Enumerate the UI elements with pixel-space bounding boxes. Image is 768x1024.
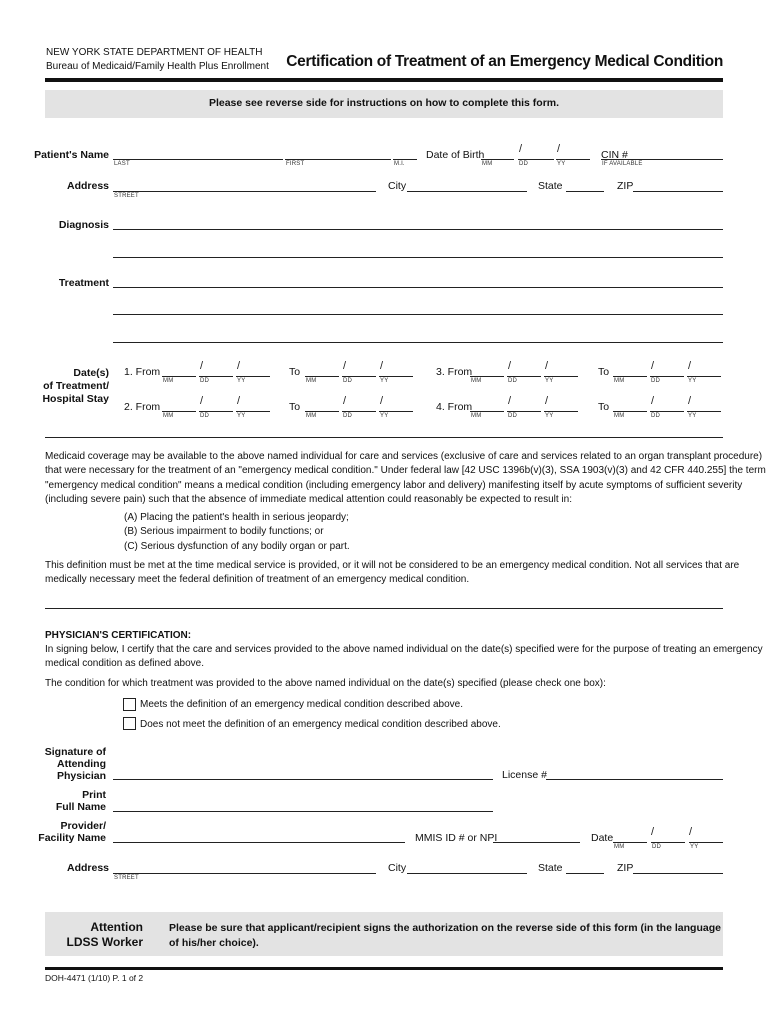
patient-name-label: Patient's Name — [34, 149, 109, 161]
from3-label: 3. From — [436, 366, 473, 378]
physician-city-label: City — [388, 862, 407, 874]
to1-yy-field[interactable] — [379, 376, 413, 377]
date-slash: / — [688, 360, 692, 372]
date-slash: / — [343, 395, 347, 407]
treatment-field-line-3[interactable] — [113, 342, 723, 343]
print-name-label — [56, 789, 106, 813]
from1-yy-field[interactable] — [236, 376, 270, 377]
mm-sublabel: MM — [306, 378, 317, 384]
physician-zip-label: ZIP — [617, 862, 634, 874]
mi-sublabel: M.I. — [394, 161, 405, 167]
dob-mm-field[interactable] — [481, 159, 514, 160]
section-divider — [45, 608, 723, 609]
signature-label-line: Attending — [57, 758, 106, 770]
to3-yy-field[interactable] — [687, 376, 721, 377]
date-slash: / — [237, 395, 241, 407]
provider-label-line: Provider/ — [60, 820, 106, 832]
from2-dd-field[interactable] — [199, 411, 233, 412]
zip-label: ZIP — [617, 180, 634, 192]
from3-yy-field[interactable] — [544, 376, 578, 377]
dd-sublabel: DD — [508, 378, 518, 384]
meets-definition-checkbox[interactable] — [123, 698, 136, 711]
physician-city-field[interactable] — [407, 873, 527, 874]
agency-name: NEW YORK STATE DEPARTMENT OF HEALTH — [46, 47, 263, 58]
date-slash: / — [545, 395, 549, 407]
physician-intro-line: medical condition as defined above. — [45, 658, 204, 670]
dates-label-line: Hospital Stay — [42, 393, 109, 405]
condition-instruction: The condition for which treatment was provided to the above named individual on the date(s) specified (please check one box): — [45, 678, 606, 689]
date-slash: / — [343, 360, 347, 372]
definition-list — [124, 511, 350, 554]
to1-mm-field[interactable] — [305, 376, 339, 377]
to1-label: To — [289, 366, 301, 378]
mm-sublabel: MM — [471, 378, 482, 384]
to4-mm-field[interactable] — [613, 411, 647, 412]
mm-sublabel: MM — [482, 161, 493, 167]
definition-line: that were necessary for the treatment of an "emergency medical condition." Under federal law [42 USC 1396b(v)(3), SSA 1903(v)(3) and 42 CFR 440.255] the term — [45, 465, 766, 477]
city-field[interactable] — [407, 191, 527, 192]
physician-state-label: State — [538, 862, 563, 874]
signature-field[interactable] — [113, 779, 493, 780]
cin-sublabel: IF AVAILABLE — [602, 161, 643, 167]
date-slash: / — [689, 826, 693, 838]
attention-banner — [45, 912, 723, 956]
dd-sublabel: DD — [519, 161, 529, 167]
from1-mm-field[interactable] — [162, 376, 196, 377]
attention-label — [45, 920, 143, 950]
dd-sublabel: DD — [200, 378, 210, 384]
definition-line: Medicaid coverage may be available to the above named individual for care and services (exclusive of care and services related to an organ transplant procedure) — [45, 451, 763, 462]
dates-label-line: Date(s) — [73, 367, 109, 379]
definition-line: This definition must be met at the time medical service is provided, or it will not be considered to be an emergency medical condition. Not all services that are — [45, 560, 740, 571]
state-label: State — [538, 180, 563, 192]
cert-date-yy-field[interactable] — [689, 842, 723, 843]
definition-item: (C) Serious dysfunction of any bodily organ or part. — [124, 540, 350, 552]
state-field[interactable] — [566, 191, 604, 192]
date-slash: / — [508, 395, 512, 407]
date-slash: / — [688, 395, 692, 407]
physician-state-field[interactable] — [566, 873, 604, 874]
zip-field[interactable] — [633, 191, 723, 192]
date-slash: / — [237, 360, 241, 372]
last-sublabel: LAST — [114, 161, 130, 167]
footer-rule — [45, 967, 723, 970]
mm-sublabel: MM — [163, 378, 174, 384]
to2-mm-field[interactable] — [305, 411, 339, 412]
mmis-field[interactable] — [493, 842, 580, 843]
dates-label — [42, 367, 109, 406]
from1-dd-field[interactable] — [199, 376, 233, 377]
yy-sublabel: YY — [380, 378, 389, 384]
date-slash: / — [380, 360, 384, 372]
not-meets-definition-checkbox[interactable] — [123, 717, 136, 730]
dd-sublabel: DD — [651, 413, 661, 419]
from1-label: 1. From — [124, 366, 161, 378]
cin-field[interactable] — [601, 159, 723, 160]
yy-sublabel: YY — [688, 413, 697, 419]
to2-dd-field[interactable] — [342, 411, 376, 412]
from2-yy-field[interactable] — [236, 411, 270, 412]
from2-label: 2. From — [124, 401, 161, 413]
physician-heading: PHYSICIAN'S CERTIFICATION: — [45, 630, 192, 641]
definition-line: "emergency medical condition" means a medical condition (including emergency labor and delivery) manifesting itself by acute symptoms of sufficient severity — [45, 479, 743, 491]
not-meets-definition-label: Does not meet the definition of an emergency medical condition described above. — [140, 719, 501, 730]
bureau-name: Bureau of Medicaid/Family Health Plus Enrollment — [46, 61, 269, 72]
from4-dd-field[interactable] — [507, 411, 541, 412]
mm-sublabel: MM — [614, 378, 625, 384]
physician-intro-line: In signing below, I certify that the care and services provided to the above named individual on the date(s) specified were for the purpose of treating an emergency — [45, 644, 763, 655]
mm-sublabel: MM — [614, 844, 625, 850]
date-slash: / — [380, 395, 384, 407]
cin-label: CIN # — [601, 149, 628, 161]
definition-paragraph — [45, 450, 766, 508]
instructions-banner — [45, 90, 723, 118]
yy-sublabel: YY — [545, 413, 554, 419]
provider-label — [38, 820, 106, 844]
yy-sublabel: YY — [690, 844, 699, 850]
instructions-text: Please see reverse side for instructions on how to complete this form. — [208, 97, 560, 109]
attention-message — [169, 921, 721, 950]
from4-mm-field[interactable] — [470, 411, 504, 412]
dd-sublabel: DD — [343, 378, 353, 384]
diagnosis-field-line-2[interactable] — [113, 257, 723, 258]
dd-sublabel: DD — [651, 378, 661, 384]
date-slash: / — [200, 395, 204, 407]
dob-slash: / — [519, 143, 523, 155]
date-slash: / — [651, 360, 655, 372]
physician-zip-field[interactable] — [633, 873, 723, 874]
diagnosis-label: Diagnosis — [58, 219, 109, 231]
header-rule — [45, 78, 723, 82]
form-title: Certification of Treatment of an Emergency Medical Condition — [286, 53, 723, 70]
physician-address-label: Address — [66, 862, 109, 874]
from4-label: 4. From — [436, 401, 473, 413]
definition-note — [45, 559, 739, 588]
attention-label-line: Attention — [90, 920, 143, 934]
treatment-label: Treatment — [58, 277, 109, 289]
to4-label: To — [598, 401, 610, 413]
definition-item: (B) Serious impairment to bodily functions; or — [124, 526, 324, 538]
provider-label-line: Facility Name — [38, 832, 106, 844]
dates-label-line: of Treatment/ — [43, 380, 109, 392]
definition-line: (including severe pain) such that the absence of immediate medical attention could reasonably be expected to result in: — [45, 494, 572, 506]
mm-sublabel: MM — [163, 413, 174, 419]
definition-line: medically necessary meet the federal definition of treatment of an emergency medical condition. — [45, 574, 470, 586]
cert-date-mm-field[interactable] — [613, 842, 647, 843]
date-slash: / — [200, 360, 204, 372]
dob-label: Date of Birth — [426, 149, 485, 161]
cert-date-dd-field[interactable] — [651, 842, 685, 843]
to4-yy-field[interactable] — [687, 411, 721, 412]
dob-slash: / — [557, 143, 561, 155]
license-field[interactable] — [546, 779, 723, 780]
patient-first-name-field[interactable] — [285, 159, 391, 160]
dd-sublabel: DD — [343, 413, 353, 419]
dd-sublabel: DD — [200, 413, 210, 419]
address-street-field[interactable] — [113, 191, 376, 192]
to2-label: To — [289, 401, 301, 413]
city-label: City — [388, 180, 407, 192]
section-divider — [45, 437, 723, 438]
yy-sublabel: YY — [557, 161, 566, 167]
print-name-label-line: Full Name — [55, 801, 106, 813]
treatment-field-line-1[interactable] — [113, 287, 723, 288]
attention-message-line: Please be sure that applicant/recipient signs the authorization on the reverse side of this form (in the language — [169, 922, 721, 934]
meets-definition-label: Meets the definition of an emergency medical condition described above. — [140, 699, 463, 710]
date-slash: / — [651, 395, 655, 407]
attention-label-line: LDSS Worker — [66, 935, 143, 949]
mm-sublabel: MM — [306, 413, 317, 419]
date-slash: / — [508, 360, 512, 372]
patient-last-name-field[interactable] — [113, 159, 283, 160]
cert-date-label: Date — [591, 832, 614, 844]
from4-yy-field[interactable] — [544, 411, 578, 412]
license-label: License # — [502, 769, 547, 781]
to3-label: To — [598, 366, 610, 378]
street-sublabel: STREET — [114, 875, 139, 881]
to2-yy-field[interactable] — [379, 411, 413, 412]
dd-sublabel: DD — [652, 844, 662, 850]
treatment-field-line-2[interactable] — [113, 314, 723, 315]
print-name-label-line: Print — [82, 789, 106, 801]
signature-label — [45, 746, 106, 782]
mm-sublabel: MM — [614, 413, 625, 419]
diagnosis-field-line-1[interactable] — [113, 229, 723, 230]
from3-mm-field[interactable] — [470, 376, 504, 377]
date-slash: / — [651, 826, 655, 838]
yy-sublabel: YY — [237, 413, 246, 419]
signature-label-line: Physician — [56, 770, 106, 782]
to4-dd-field[interactable] — [650, 411, 684, 412]
dob-yy-field[interactable] — [556, 159, 590, 160]
mm-sublabel: MM — [471, 413, 482, 419]
to3-dd-field[interactable] — [650, 376, 684, 377]
patient-mi-field[interactable] — [393, 159, 417, 160]
form-id: DOH-4471 (1/10) P. 1 of 2 — [45, 973, 144, 983]
yy-sublabel: YY — [545, 378, 554, 384]
mmis-label: MMIS ID # or NPI — [415, 832, 498, 844]
from2-mm-field[interactable] — [162, 411, 196, 412]
provider-field[interactable] — [113, 842, 405, 843]
signature-label-line: Signature of — [44, 746, 106, 758]
dd-sublabel: DD — [508, 413, 518, 419]
date-slash: / — [545, 360, 549, 372]
yy-sublabel: YY — [688, 378, 697, 384]
from3-dd-field[interactable] — [507, 376, 541, 377]
to3-mm-field[interactable] — [613, 376, 647, 377]
dob-dd-field[interactable] — [518, 159, 554, 160]
address-label: Address — [66, 180, 109, 192]
first-sublabel: FIRST — [286, 161, 305, 167]
attention-message-line: of his/her choice). — [169, 936, 259, 949]
yy-sublabel: YY — [237, 378, 246, 384]
definition-item: (A) Placing the patient's health in serious jeopardy; — [124, 512, 349, 523]
physician-intro — [45, 643, 763, 672]
print-name-field[interactable] — [113, 811, 493, 812]
physician-address-field[interactable] — [113, 873, 376, 874]
to1-dd-field[interactable] — [342, 376, 376, 377]
street-sublabel: STREET — [114, 193, 139, 199]
yy-sublabel: YY — [380, 413, 389, 419]
